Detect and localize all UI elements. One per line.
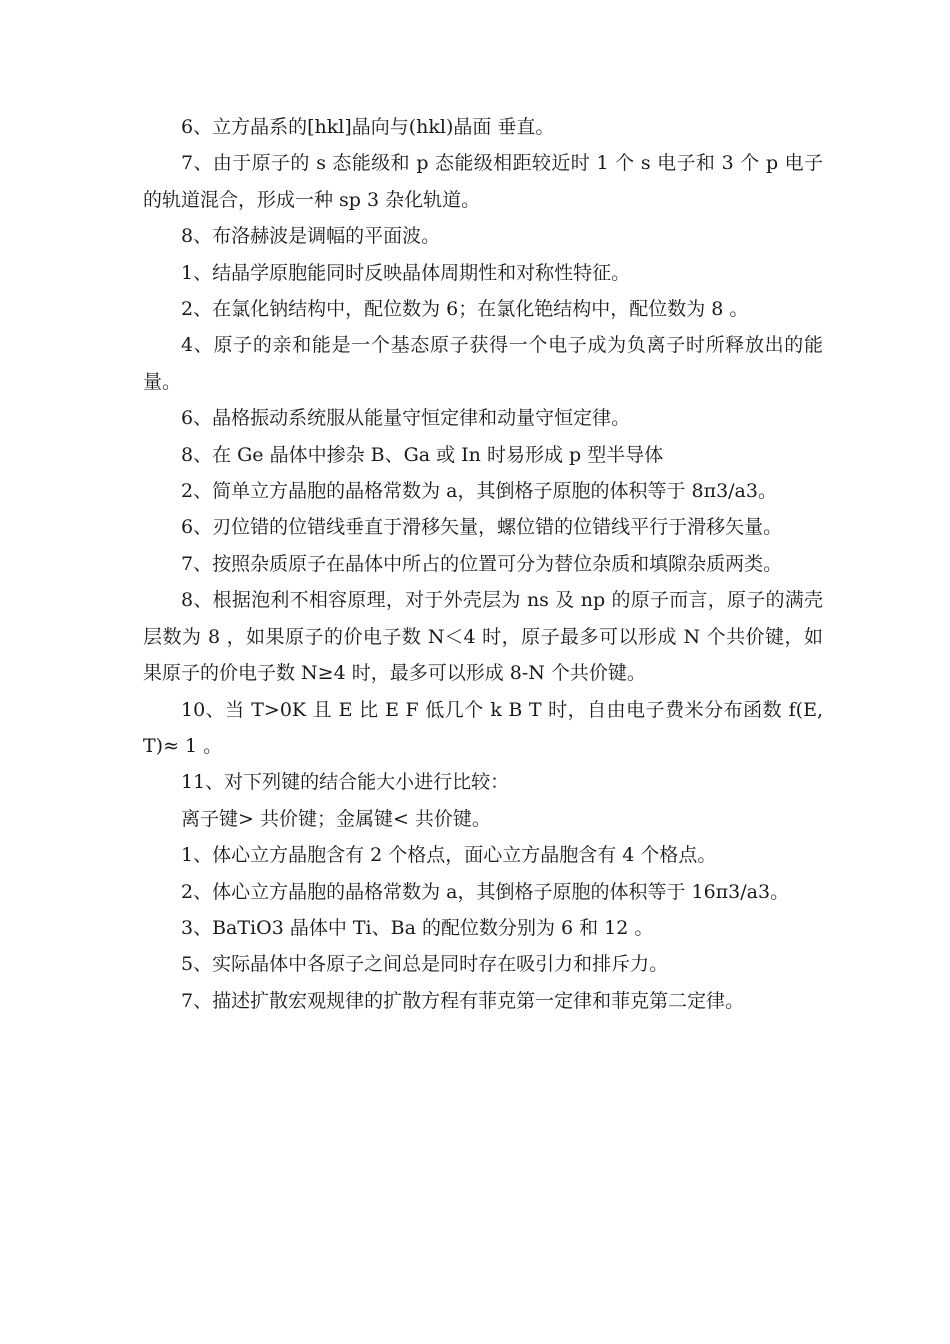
- paragraph-17: 2、体心立方晶胞的晶格常数为 a，其倒格子原胞的体积等于 16π3/a3。: [181, 880, 790, 903]
- paragraph-20: 7、描述扩散宏观规律的扩散方程有菲克第一定律和菲克第二定律。: [181, 989, 745, 1012]
- paragraph-6: 4、原子的亲和能是一个基态原子获得一个电子成为负离子时所释放出的能量。: [143, 334, 823, 393]
- paragraph-19: 5、实际晶体中各原子之间总是同时存在吸引力和排斥力。: [181, 953, 669, 976]
- paragraph-12: 8、根据泡利不相容原理，对于外壳层为 ns 及 np 的原子而言，原子的满壳层数为 8 ，如果原子的价电子数 N＜4 时，原子最多可以形成 N 个共价键，如果原子的价电子数 N≥4 时，最多可以形成 8-N 个共价键。: [143, 589, 823, 685]
- paragraph-1: 6、立方晶系的[hkl]晶向与(hkl)晶面 垂直。: [181, 116, 555, 138]
- paragraph-9: 2、简单立方晶胞的晶格常数为 a，其倒格子原胞的体积等于 8π3/a3。: [181, 480, 777, 503]
- paragraph-15: 离子键> 共价键；金属键< 共价键。: [181, 807, 491, 830]
- paragraph-2: 7、由于原子的 s 态能级和 p 态能级相距较近时 1 个 s 电子和 3 个 p 电子的轨道混合，形成一种 sp 3 杂化轨道。: [143, 152, 823, 211]
- document-body: [143, 109, 823, 1019]
- paragraph-13: 10、当 T>0K 且 E 比 E F 低几个 k B T 时，自由电子费米分布函数 f(E,T)≈ 1 。: [143, 698, 823, 757]
- paragraph-4: 1、结晶学原胞能同时反映晶体周期性和对称性特征。: [181, 261, 631, 284]
- paragraph-5: 2、在氯化钠结构中，配位数为 6；在氯化铯结构中，配位数为 8 。: [181, 298, 749, 321]
- paragraph-16: 1、体心立方晶胞含有 2 个格点，面心立方晶胞含有 4 个格点。: [181, 844, 717, 867]
- paragraph-18: 3、BaTiO3 晶体中 Ti、Ba 的配位数分别为 6 和 12 。: [181, 916, 654, 939]
- paragraph-3: 8、布洛赫波是调幅的平面波。: [181, 225, 441, 248]
- paragraph-10: 6、刃位错的位错线垂直于滑移矢量，螺位错的位错线平行于滑移矢量。: [181, 516, 783, 539]
- paragraph-8: 8、在 Ge 晶体中掺杂 B、Ga 或 In 时易形成 p 型半导体: [181, 443, 664, 466]
- paragraph-7: 6、晶格振动系统服从能量守恒定律和动量守恒定律。: [181, 407, 631, 430]
- paragraph-14: 11、对下列键的结合能大小进行比较：: [181, 771, 510, 794]
- paragraph-11: 7、按照杂质原子在晶体中所占的位置可分为替位杂质和填隙杂质两类。: [181, 552, 783, 575]
